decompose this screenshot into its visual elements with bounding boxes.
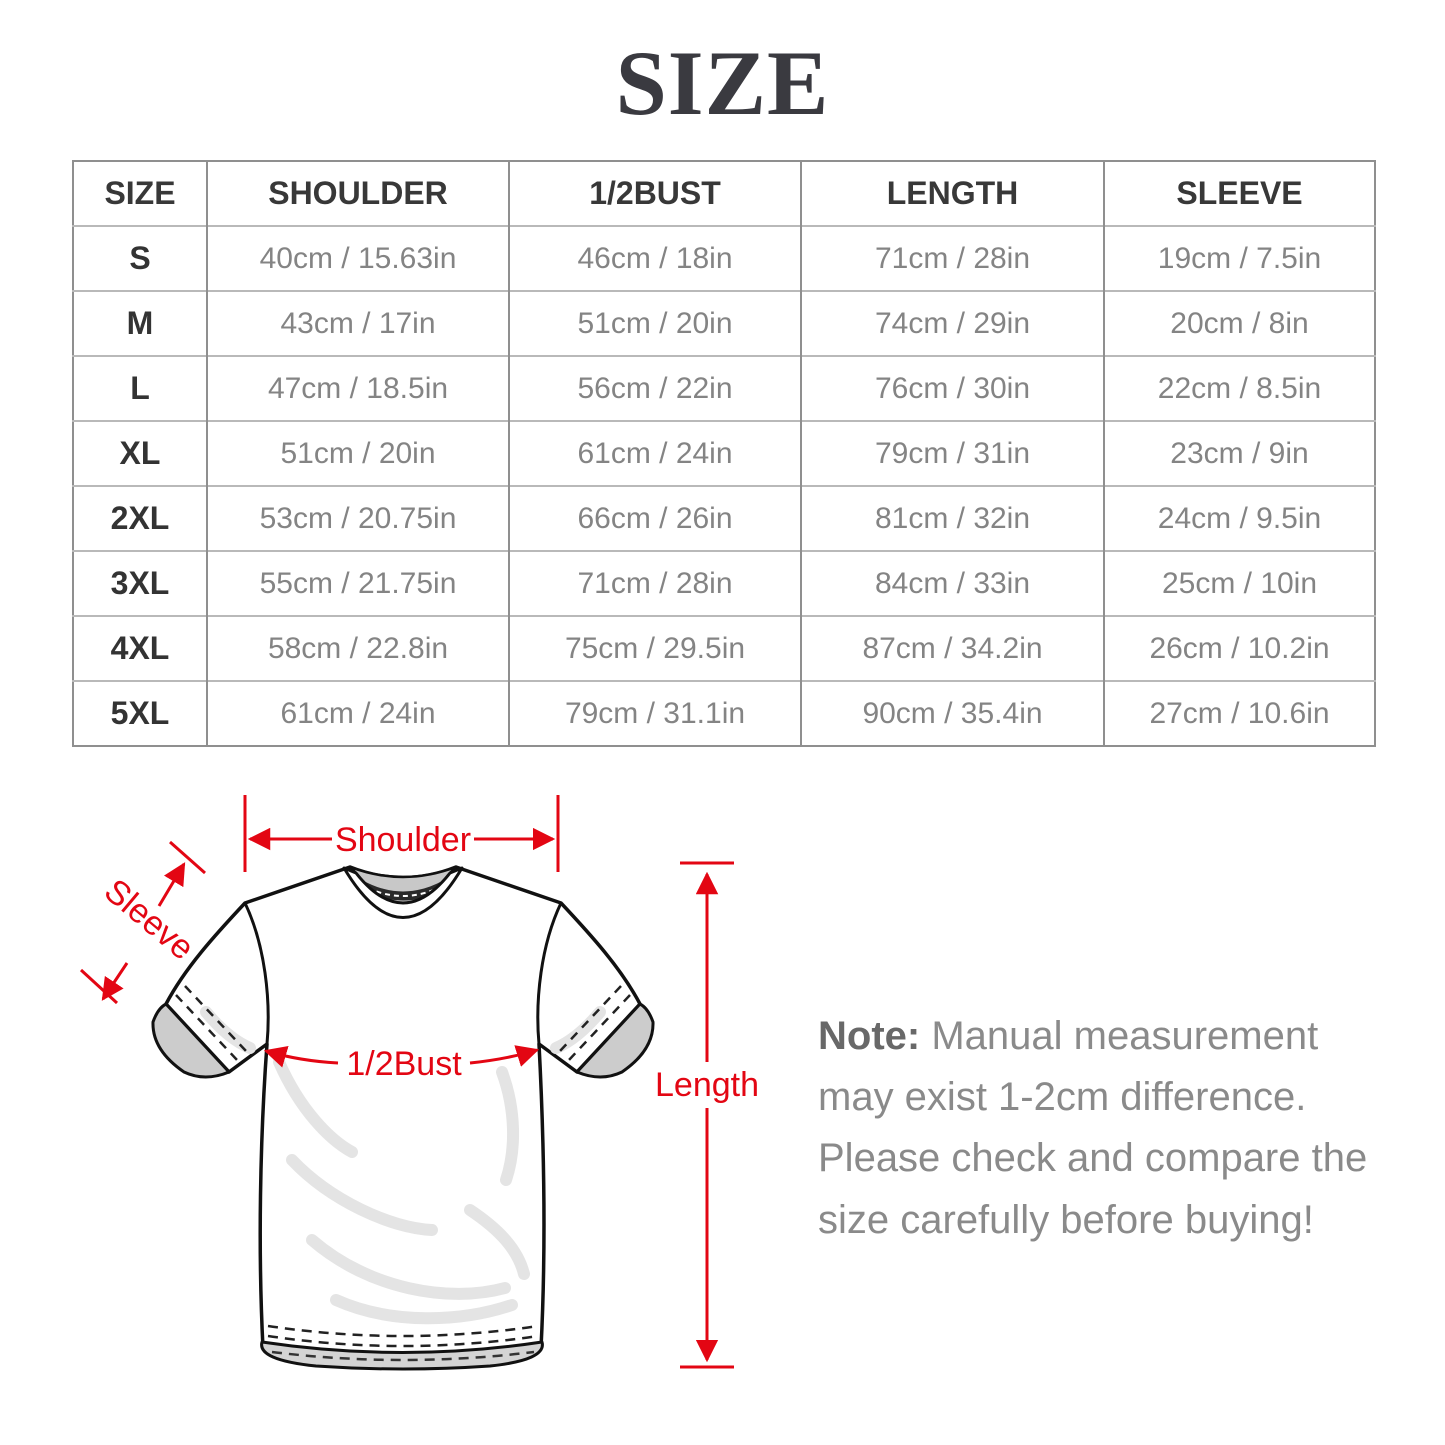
measurement-cell: 79cm / 31in	[801, 421, 1104, 486]
size-chart-table	[72, 160, 1376, 747]
note-label: Note:	[818, 1014, 921, 1058]
measurement-cell: 79cm / 31.1in	[509, 681, 801, 746]
length-arrow	[680, 863, 734, 1367]
size-cell: 5XL	[73, 681, 207, 746]
measurement-cell: 23cm / 9in	[1104, 421, 1375, 486]
measurement-cell: 27cm / 10.6in	[1104, 681, 1375, 746]
measurement-cell: 61cm / 24in	[207, 681, 509, 746]
measurement-cell: 56cm / 22in	[509, 356, 801, 421]
measurement-cell: 61cm / 24in	[509, 421, 801, 486]
size-cell: XL	[73, 421, 207, 486]
column-header-size: SIZE	[104, 175, 176, 211]
size-cell: 4XL	[73, 616, 207, 681]
table-row	[73, 421, 1375, 486]
tshirt-measurement-diagram	[55, 778, 785, 1445]
measurement-cell: 51cm / 20in	[509, 291, 801, 356]
column-header-bust: 1/2BUST	[509, 161, 801, 226]
measurement-cell: 74cm / 29in	[801, 291, 1104, 356]
measurement-cell: 47cm / 18.5in	[207, 356, 509, 421]
column-header-shoulder: SHOULDER	[207, 161, 509, 226]
length-label: Length	[655, 1066, 759, 1104]
measurement-cell: 71cm / 28in	[801, 226, 1104, 291]
measurement-cell: 25cm / 10in	[1104, 551, 1375, 616]
measurement-cell: 46cm / 18in	[509, 226, 801, 291]
size-cell: M	[73, 291, 207, 356]
table-row	[73, 226, 1375, 291]
tshirt-illustration	[153, 867, 653, 1369]
half-bust-label: 1/2Bust	[346, 1045, 462, 1083]
note-body: Manual measurement may exist 1-2cm difference. Please check and compare the size carefully before buying!	[818, 1014, 1368, 1242]
table-row	[73, 486, 1375, 551]
size-cell: S	[73, 226, 207, 291]
measurement-cell: 43cm / 17in	[207, 291, 509, 356]
measurement-cell: 76cm / 30in	[801, 356, 1104, 421]
measurement-cell: 40cm / 15.63in	[207, 226, 509, 291]
size-cell: L	[73, 356, 207, 421]
table-row	[73, 356, 1375, 421]
table-row	[73, 681, 1375, 746]
sleeve-label: Sleeve	[97, 871, 202, 968]
measurement-cell: 75cm / 29.5in	[509, 616, 801, 681]
size-cell: 2XL	[73, 486, 207, 551]
header-row	[73, 161, 1375, 226]
measurement-cell: 19cm / 7.5in	[1104, 226, 1375, 291]
note-text	[818, 1006, 1378, 1251]
measurement-cell: 84cm / 33in	[801, 551, 1104, 616]
measurement-cell: 55cm / 21.75in	[207, 551, 509, 616]
measurement-cell: 58cm / 22.8in	[207, 616, 509, 681]
measurement-cell: 53cm / 20.75in	[207, 486, 509, 551]
measurement-cell: 66cm / 26in	[509, 486, 801, 551]
measurement-cell: 90cm / 35.4in	[801, 681, 1104, 746]
measurement-cell: 87cm / 34.2in	[801, 616, 1104, 681]
table-row	[73, 616, 1375, 681]
table-row	[73, 291, 1375, 356]
measurement-cell: 26cm / 10.2in	[1104, 616, 1375, 681]
column-header-length: LENGTH	[801, 161, 1104, 226]
measurement-cell: 71cm / 28in	[509, 551, 801, 616]
table-row	[73, 551, 1375, 616]
size-cell: 3XL	[73, 551, 207, 616]
measurement-cell: 22cm / 8.5in	[1104, 356, 1375, 421]
column-header-sleeve: SLEEVE	[1104, 161, 1375, 226]
shoulder-label: Shoulder	[334, 821, 472, 859]
page-title: SIZE	[615, 32, 830, 134]
measurement-cell: 24cm / 9.5in	[1104, 486, 1375, 551]
measurement-cell: 20cm / 8in	[1104, 291, 1375, 356]
measurement-cell: 81cm / 32in	[801, 486, 1104, 551]
measurement-cell: 51cm / 20in	[207, 421, 509, 486]
